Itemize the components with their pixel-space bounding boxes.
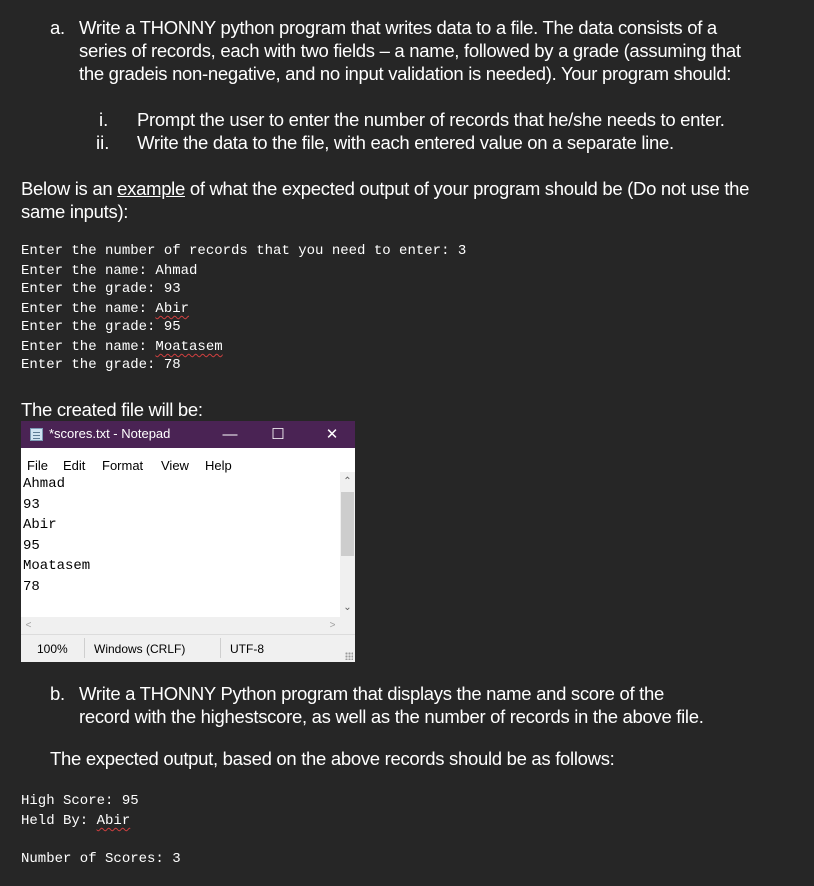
status-line-ending: Windows (CRLF) xyxy=(94,642,186,656)
step-2-label: ii. xyxy=(96,132,110,153)
scroll-down-icon[interactable]: ⌄ xyxy=(343,602,352,613)
example-intro xyxy=(21,177,811,223)
file-line: Ahmad xyxy=(23,476,66,492)
file-line: 95 xyxy=(23,537,40,554)
console-line: Enter the name: Abir xyxy=(21,301,190,317)
scroll-right-icon[interactable]: > xyxy=(329,620,336,631)
example-intro-post: of what the expected output of your program should be (Do not use the xyxy=(184,178,750,199)
console-line: Enter the grade: 95 xyxy=(21,319,181,335)
console-name-1: Ahmad xyxy=(155,263,198,279)
step-1-text: Prompt the user to enter the number of records that he/she needs to enter. xyxy=(137,109,725,130)
part-b-text xyxy=(79,682,799,728)
output-high-score: High Score: 95 xyxy=(21,793,139,809)
file-caption: The created file will be: xyxy=(21,399,203,420)
menu-help[interactable]: Help xyxy=(205,458,232,473)
scroll-up-icon[interactable]: ⌃ xyxy=(343,476,352,487)
scroll-corner xyxy=(340,617,355,634)
menu-edit[interactable]: Edit xyxy=(63,458,86,473)
console-grade-1: 93 xyxy=(163,281,181,297)
file-line: 93 xyxy=(23,496,40,513)
file-line: Moatasem xyxy=(23,558,91,575)
console-name-3: Moatasem xyxy=(155,339,223,355)
minimize-button[interactable]: — xyxy=(222,426,238,443)
console-name-2: Abir xyxy=(155,301,190,317)
console-line: Enter the name: Moatasem xyxy=(21,339,223,355)
resize-grip-icon[interactable] xyxy=(345,652,353,660)
output-count: Number of Scores: 3 xyxy=(21,851,181,867)
example-intro-pre: Below is an xyxy=(21,178,118,199)
menu-file[interactable]: File xyxy=(27,458,48,473)
file-line: 78 xyxy=(23,578,40,595)
example-intro-line-2: same inputs): xyxy=(21,201,129,222)
notepad-window xyxy=(21,421,355,661)
menu-view[interactable]: View xyxy=(161,458,189,473)
vertical-scrollbar[interactable] xyxy=(340,472,355,617)
output-held-by-name: Abir xyxy=(96,813,131,829)
scroll-thumb[interactable] xyxy=(341,492,354,556)
notepad-text-area[interactable] xyxy=(21,472,355,634)
notepad-menu-bar xyxy=(21,448,355,472)
menu-format[interactable]: Format xyxy=(102,458,144,473)
status-divider xyxy=(84,638,85,658)
output-held-by: Held By: Abir xyxy=(21,813,131,829)
part-b-line-2: record with the highestscore, as well as the number of records in the above file. xyxy=(79,706,704,727)
notepad-icon xyxy=(30,428,43,441)
step-2-text: Write the data to the file, with each entered value on a separate line. xyxy=(137,132,674,153)
status-encoding: UTF-8 xyxy=(230,642,264,656)
status-zoom: 100% xyxy=(37,642,68,656)
notepad-content xyxy=(23,474,90,598)
console-line: Enter the grade: 93 xyxy=(21,281,181,297)
part-b-line-1: Write a THONNY Python program that displays the name and score of the xyxy=(79,683,664,704)
notepad-status-bar xyxy=(21,634,355,662)
part-a-line-1: Write a THONNY python program that writes data to a file. The data consists of a xyxy=(79,17,717,38)
notepad-title: *scores.txt - Notepad xyxy=(49,426,171,441)
console-line: Enter the grade: 78 xyxy=(21,357,181,373)
part-a-paragraph xyxy=(50,16,810,86)
example-link[interactable]: example xyxy=(117,178,185,199)
console-grade-2: 95 xyxy=(163,319,181,335)
console-records-prompt: Enter the number of records that you need to enter: 3 xyxy=(21,243,467,259)
status-divider xyxy=(220,638,221,658)
part-a-line-3: the gradeis non-negative, and no input validation is needed). Your program should: xyxy=(79,63,732,84)
file-line: Abir xyxy=(23,517,57,534)
scroll-left-icon[interactable]: < xyxy=(25,620,32,631)
horizontal-scrollbar[interactable] xyxy=(21,617,340,634)
maximize-button[interactable]: ☐ xyxy=(271,426,285,443)
console-line: Enter the name: Ahmad xyxy=(21,263,198,279)
notepad-title-bar[interactable] xyxy=(21,421,355,448)
console-grade-3: 78 xyxy=(163,357,181,373)
close-button[interactable]: ✕ xyxy=(325,426,339,443)
part-a-line-2: series of records, each with two fields – a name, followed by a grade (assuming that xyxy=(79,40,741,61)
part-a-text xyxy=(79,16,799,85)
part-a-label: a. xyxy=(50,17,65,38)
example-intro-line-1 xyxy=(21,177,811,200)
part-b-paragraph xyxy=(50,682,810,732)
step-1-label: i. xyxy=(99,109,109,130)
expected-caption: The expected output, based on the above records should be as follows: xyxy=(50,748,615,769)
part-b-label: b. xyxy=(50,683,65,704)
